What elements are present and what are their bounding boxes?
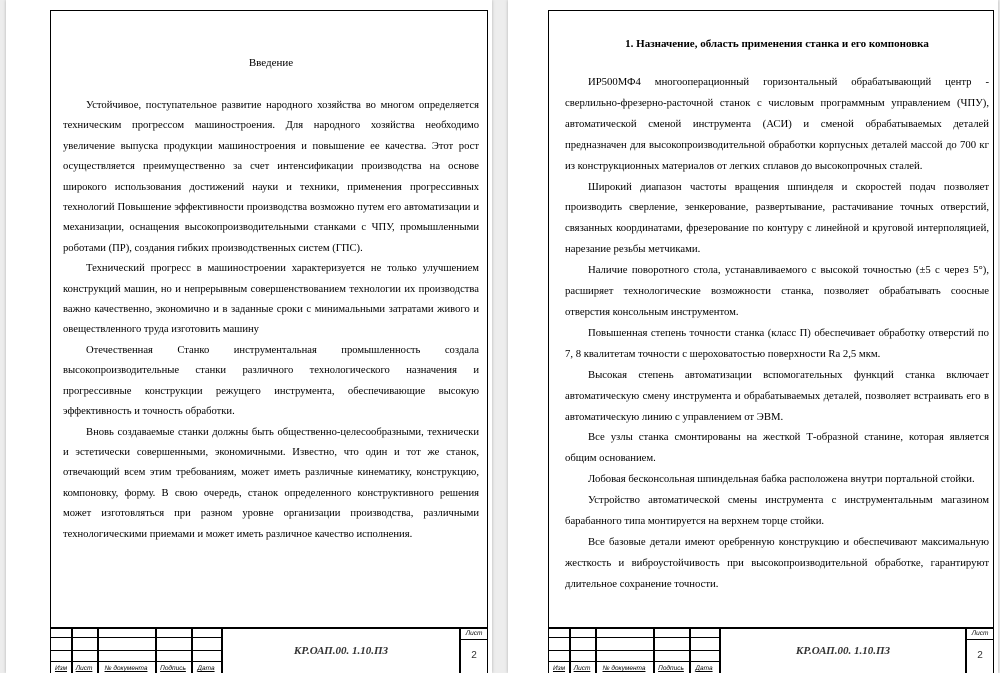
stamp-label-date: Дата [695, 665, 713, 672]
sheet-label: Лист [461, 629, 487, 640]
section-title: Введение [248, 57, 294, 69]
stamp-label-date: Дата [197, 665, 215, 672]
stamp-label-sheet: Лист [573, 665, 591, 672]
stamp-label-document: № документа [104, 665, 148, 672]
paragraph: Устойчивое, поступательное развитие народного хозяйства во многом определяется техническим прогрессом машиностроения. Для народного хозяйства необходимо увеличение выпуска продукции машиностроения и повышение ее качества. Этот рост осуществляется преимущественно за счет интенсификации производства на основе широкого использования достижений науки и техники, применения прогрессивных технологий Повышение эффективности производства возможно путем его автоматизации и механизации, оснащения высокопроизводительными станками с ЧПУ, промышленными роботами (ПР), создания гибких производственных систем (ГПС). [63, 100, 479, 254]
sheet-label: Лист [967, 629, 993, 640]
paragraph: Все базовые детали имеют оребренную конструкцию и обеспечивают максимальную жесткость и виброустойчивость при высокопроизводительной обработке, гарантируют длительное сохранение точности. [565, 535, 989, 590]
paragraph: Повышенная степень точности станка (класс П) обеспечивает обработку отверстий по 7, 8 квалитетам точности с шероховатостью поверхности Ra 2,5 мкм. [565, 326, 989, 360]
stamp-sheet-cell [461, 629, 487, 673]
document-code: КР.ОАП.00. 1.10.ПЗ [221, 629, 461, 673]
page-content [63, 11, 479, 545]
document-page-left [6, 0, 492, 673]
stamp-label-change: Изм [552, 665, 566, 672]
page-frame [548, 10, 994, 673]
stamp-label-sheet: Лист [75, 665, 93, 672]
stamp-label-document: № документа [602, 665, 646, 672]
paragraph: ИР500МФ4 многооперационный горизонтальный обрабатывающий центр - сверлильно-фрезерно-расточной станок с числовым программным управлением (ЧПУ), автоматической сменой инструмента (АСИ) и сменой обрабатываемых деталей предназначен для высокопроизводительной обработки корпусных деталей массой до 700 кг из конструкционных материалов от легких сплавов до высокопрочных сталей. [565, 76, 989, 172]
stamp-grid [51, 629, 221, 673]
paragraph: Отечественная Станко инструментальная промышленность создала высокопроизводительные станки различного технологического назначения и прогрессивные конструкции режущего инструмента, обеспечивающие высокую эффективность и точность обработки. [63, 344, 479, 418]
paragraph: Устройство автоматической смены инструмента с инструментальным магазином барабанного типа монтируется на верхнем торце стойки. [565, 494, 989, 528]
stamp-label-signature: Подпись [658, 665, 684, 672]
title-block-stamp [549, 627, 993, 673]
document-code: КР.ОАП.00. 1.10.ПЗ [719, 629, 967, 673]
section-title: 1. Назначение, область применения станка и его компоновка [625, 38, 929, 50]
paragraph: Все узлы станка смонтированы на жесткой Т-образной станине, которая является общим основанием. [565, 431, 989, 465]
page-content [565, 11, 989, 595]
stamp-grid [549, 629, 719, 673]
paragraph: Вновь создаваемые станки должны быть общественно-целесообразными, технически и эстетически совершенными, экономичными. Известно, что один и тот же станок, отвечающий всем этим требованиям, может иметь различные кинематику, конструкцию, компоновку, форму. В свою очередь, станок определенного конструктивного решения может изготовляться при разном уровне организации производства, различными технологическими приемами и может иметь различное качество исполнения. [63, 426, 479, 540]
paragraph: Технический прогресс в машиностроении характеризуется не только улучшением конструкций машин, но и непрерывным совершенствованием технологии их производства важно качественно, экономично и в заданные сроки с минимальными затратами живого и овеществленного труда изготовить машину [63, 263, 479, 336]
paragraph: Наличие поворотного стола, устанавливаемого с высокой точностью (±5 с через 5°), расширяет технологические возможности станка, позволяет обрабатывать соосные отверстия консольным инструментом. [565, 264, 989, 318]
paragraph: Широкий диапазон частоты вращения шпинделя и скоростей подач позволяет производить сверление, зенкерование, развертывание, растачивание точных отверстий, связанных координатами, фрезерование по контуру с линейной и круговой интерполяцией, нарезание резьбы метчиками. [565, 180, 989, 256]
page-frame [50, 10, 488, 673]
stamp-label-change: Изм [54, 665, 68, 672]
document-page-right [508, 0, 998, 673]
sheet-number: 2 [471, 650, 477, 661]
paragraph: Лобовая бесконсольная шпиндельная бабка расположена внутри портальной стойки. [588, 473, 975, 486]
paragraph: Высокая степень автоматизации вспомогательных функций станка включает автоматическую смену инструмента и обрабатываемых деталей, позволяет встраивать его в автоматическую линию с управлением от ЭВМ. [565, 368, 989, 423]
stamp-label-signature: Подпись [160, 665, 186, 672]
sheet-number: 2 [977, 650, 983, 661]
title-block-stamp [51, 627, 487, 673]
stamp-sheet-cell [967, 629, 993, 673]
